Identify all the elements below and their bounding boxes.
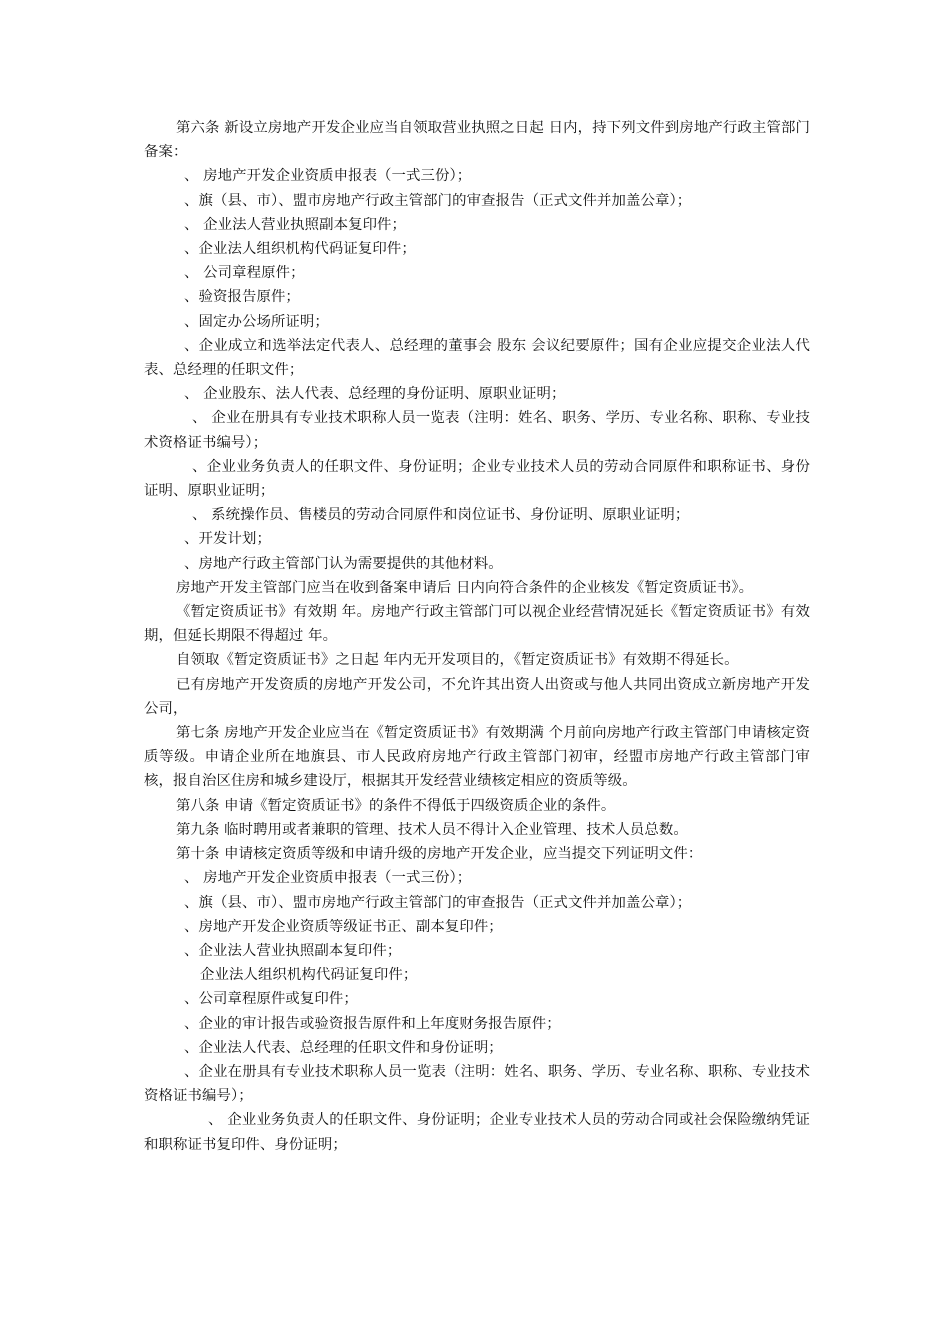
list-item: 企业法人组织机构代码证复印件； [200,967,418,984]
list-item: 、企业法人营业执照副本复印件； [184,942,402,959]
list-item: 、房地产开发企业资质等级证书正、副本复印件； [184,918,503,935]
list-item: 、 系统操作员、售楼员的劳动合同原件和岗位证书、身份证明、原职业证明； [192,507,690,524]
list-item: 、 企业业务负责人的任职文件、身份证明；企业专业技术人员的劳动合同或社会保险缴纳凭证和职称证书复印件、身份证明； [144,1112,810,1153]
list-item: 、企业在册具有专业技术职称人员一览表（注明：姓名、职务、学历、专业名称、职称、专业技术资格证书编号）； [144,1063,810,1105]
paragraph: 房地产开发主管部门应当在收到备案申请后 日内向符合条件的企业核发《暂定资质证书》。 [176,579,754,596]
paragraph: 《暂定资质证书》有效期 年。房地产行政主管部门可以视企业经营情况延长《暂定资质证书》有效期，但延长期限不得超过 年。 [144,604,810,645]
paragraph: 已有房地产开发资质的房地产开发公司，不允许其出资人出资或与他人共同出资成立新房地产开发公司， [144,676,810,717]
list-item: 、企业成立和选举法定代表人、总经理的董事会 股东 会议纪要原件；国有企业应提交企业法人代表、总经理的任职文件； [144,337,810,379]
list-item: 、房地产行政主管部门认为需要提供的其他材料。 [184,555,503,572]
list-item: 、旗（县、市）、盟市房地产行政主管部门的审查报告（正式文件并加盖公章）； [184,192,692,209]
list-item: 、 公司章程原件； [184,265,305,282]
list-item: 、开发计划； [184,531,271,548]
list-item: 、企业法人代表、总经理的任职文件和身份证明； [184,1039,503,1056]
list-item: 、 房地产开发企业资质申报表（一式三份）； [184,870,472,887]
list-item: 、 企业法人营业执照副本复印件； [184,216,407,233]
list-item: 、 企业在册具有专业技术职称人员一览表（注明：姓名、职务、学历、专业名称、职称、专业技术资格证书编号）； [144,410,810,451]
list-item: 、验资报告原件； [184,289,300,306]
document-body [144,116,810,1157]
paragraph: 自领取《暂定资质证书》之日起 年内无开发项目的，《暂定资质证书》有效期不得延长。 [176,652,739,669]
list-item: 、 房地产开发企业资质申报表（一式三份）； [184,168,472,185]
article-7-paragraph: 第七条 房地产开发企业应当在《暂定资质证书》有效期满 个月前向房地产行政主管部门申请核定资质等级。申请企业所在地旗县、市人民政府房地产行政主管部门初审，经盟市房地产行政主管部门审核，报自治区住房和城乡建设厅，根据其开发经营业绩核定相应的资质等级。 [144,725,810,790]
article-8-paragraph: 第八条 申请《暂定资质证书》的条件不得低于四级资质企业的条件。 [176,797,616,814]
list-item: 、旗（县、市）、盟市房地产行政主管部门的审查报告（正式文件并加盖公章）； [184,894,692,911]
article-10-paragraph: 第十条 申请核定资质等级和申请升级的房地产开发企业，应当提交下列证明文件： [176,846,703,863]
list-item: 、 企业股东、法人代表、总经理的身份证明、原职业证明； [184,386,566,403]
list-item: 、固定办公场所证明； [184,313,329,330]
list-item: 、企业业务负责人的任职文件、身份证明；企业专业技术人员的劳动合同原件和职称证书、身份证明、原职业证明； [144,458,810,500]
article-9-paragraph: 第九条 临时聘用或者兼职的管理、技术人员不得计入企业管理、技术人员总数。 [176,821,688,838]
list-item: 、企业法人组织机构代码证复印件； [184,241,416,258]
list-item: 、企业的审计报告或验资报告原件和上年度财务报告原件； [184,1015,561,1032]
list-item: 、公司章程原件或复印件； [184,991,358,1008]
article-6-paragraph: 第六条 新设立房地产开发企业应当自领取营业执照之日起 日内，持下列文件到房地产行政主管部门备案： [144,120,810,161]
